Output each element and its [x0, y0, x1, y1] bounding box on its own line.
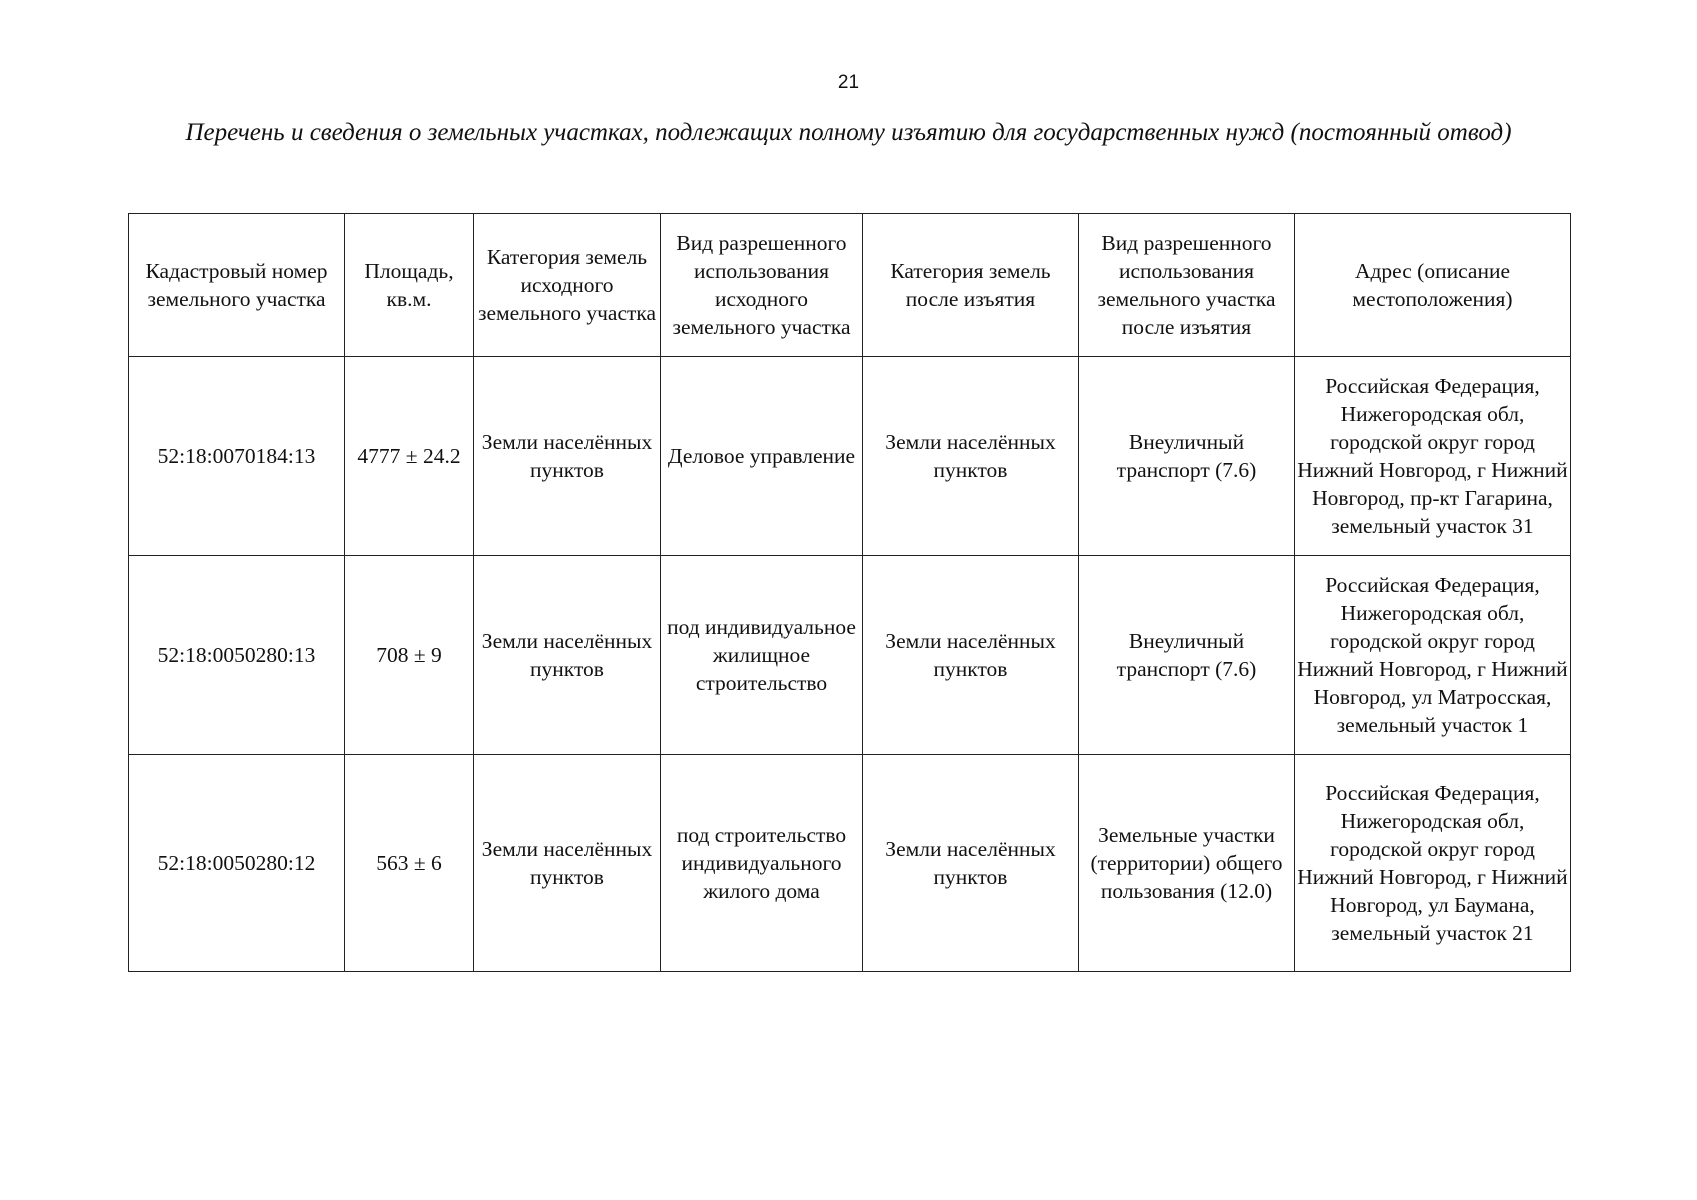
cell-category-after: Земли населённых пунктов — [863, 755, 1079, 972]
cell-cadastral-number: 52:18:0050280:12 — [129, 755, 345, 972]
cell-use-after: Внеуличный транспорт (7.6) — [1079, 556, 1295, 755]
cell-area: 4777 ± 24.2 — [345, 357, 474, 556]
cell-category-original: Земли населённых пунктов — [474, 556, 661, 755]
cell-area: 708 ± 9 — [345, 556, 474, 755]
cell-cadastral-number: 52:18:0050280:13 — [129, 556, 345, 755]
table-header-row — [129, 214, 1571, 357]
page-number: 21 — [837, 72, 860, 93]
cell-address: Российская Федерация, Нижегородская обл, городской округ город Нижний Новгород, г Нижний Новгород, ул Баумана, земельный участок 21 — [1295, 755, 1571, 972]
cell-category-after: Земли населённых пунктов — [863, 556, 1079, 755]
cell-category-original: Земли населённых пунктов — [474, 357, 661, 556]
land-plots-table — [128, 213, 1571, 972]
header-cadastral-number: Кадастровый номер земельного участка — [129, 214, 345, 357]
cell-use-original: под индивидуальное жилищное строительство — [661, 556, 863, 755]
table-row — [129, 755, 1571, 972]
document-title: Перечень и сведения о земельных участках, подлежащих полному изъятию для государственных нужд (постоянный отвод) — [185, 119, 1512, 146]
cell-use-original: Деловое управление — [661, 357, 863, 556]
cell-category-after: Земли населённых пунктов — [863, 357, 1079, 556]
cell-use-after: Земельные участки (территории) общего пользования (12.0) — [1079, 755, 1295, 972]
header-category-after: Категория земель после изъятия — [863, 214, 1079, 357]
header-area: Площадь, кв.м. — [345, 214, 474, 357]
header-use-after: Вид разрешенного использования земельного участка после изъятия — [1079, 214, 1295, 357]
cell-address: Российская Федерация, Нижегородская обл, городской округ город Нижний Новгород, г Нижний Новгород, пр-кт Гагарина, земельный участок 31 — [1295, 357, 1571, 556]
cell-area: 563 ± 6 — [345, 755, 474, 972]
table-row — [129, 556, 1571, 755]
header-category-original: Категория земель исходного земельного участка — [474, 214, 661, 357]
table-row — [129, 357, 1571, 556]
header-address: Адрес (описание местоположения) — [1295, 214, 1571, 357]
header-use-original: Вид разрешенного использования исходного земельного участка — [661, 214, 863, 357]
cell-use-after: Внеуличный транспорт (7.6) — [1079, 357, 1295, 556]
cell-cadastral-number: 52:18:0070184:13 — [129, 357, 345, 556]
cell-category-original: Земли населённых пунктов — [474, 755, 661, 972]
cell-use-original: под строительство индивидуального жилого дома — [661, 755, 863, 972]
cell-address: Российская Федерация, Нижегородская обл, городской округ город Нижний Новгород, г Нижний Новгород, ул Матросская, земельный участок 1 — [1295, 556, 1571, 755]
